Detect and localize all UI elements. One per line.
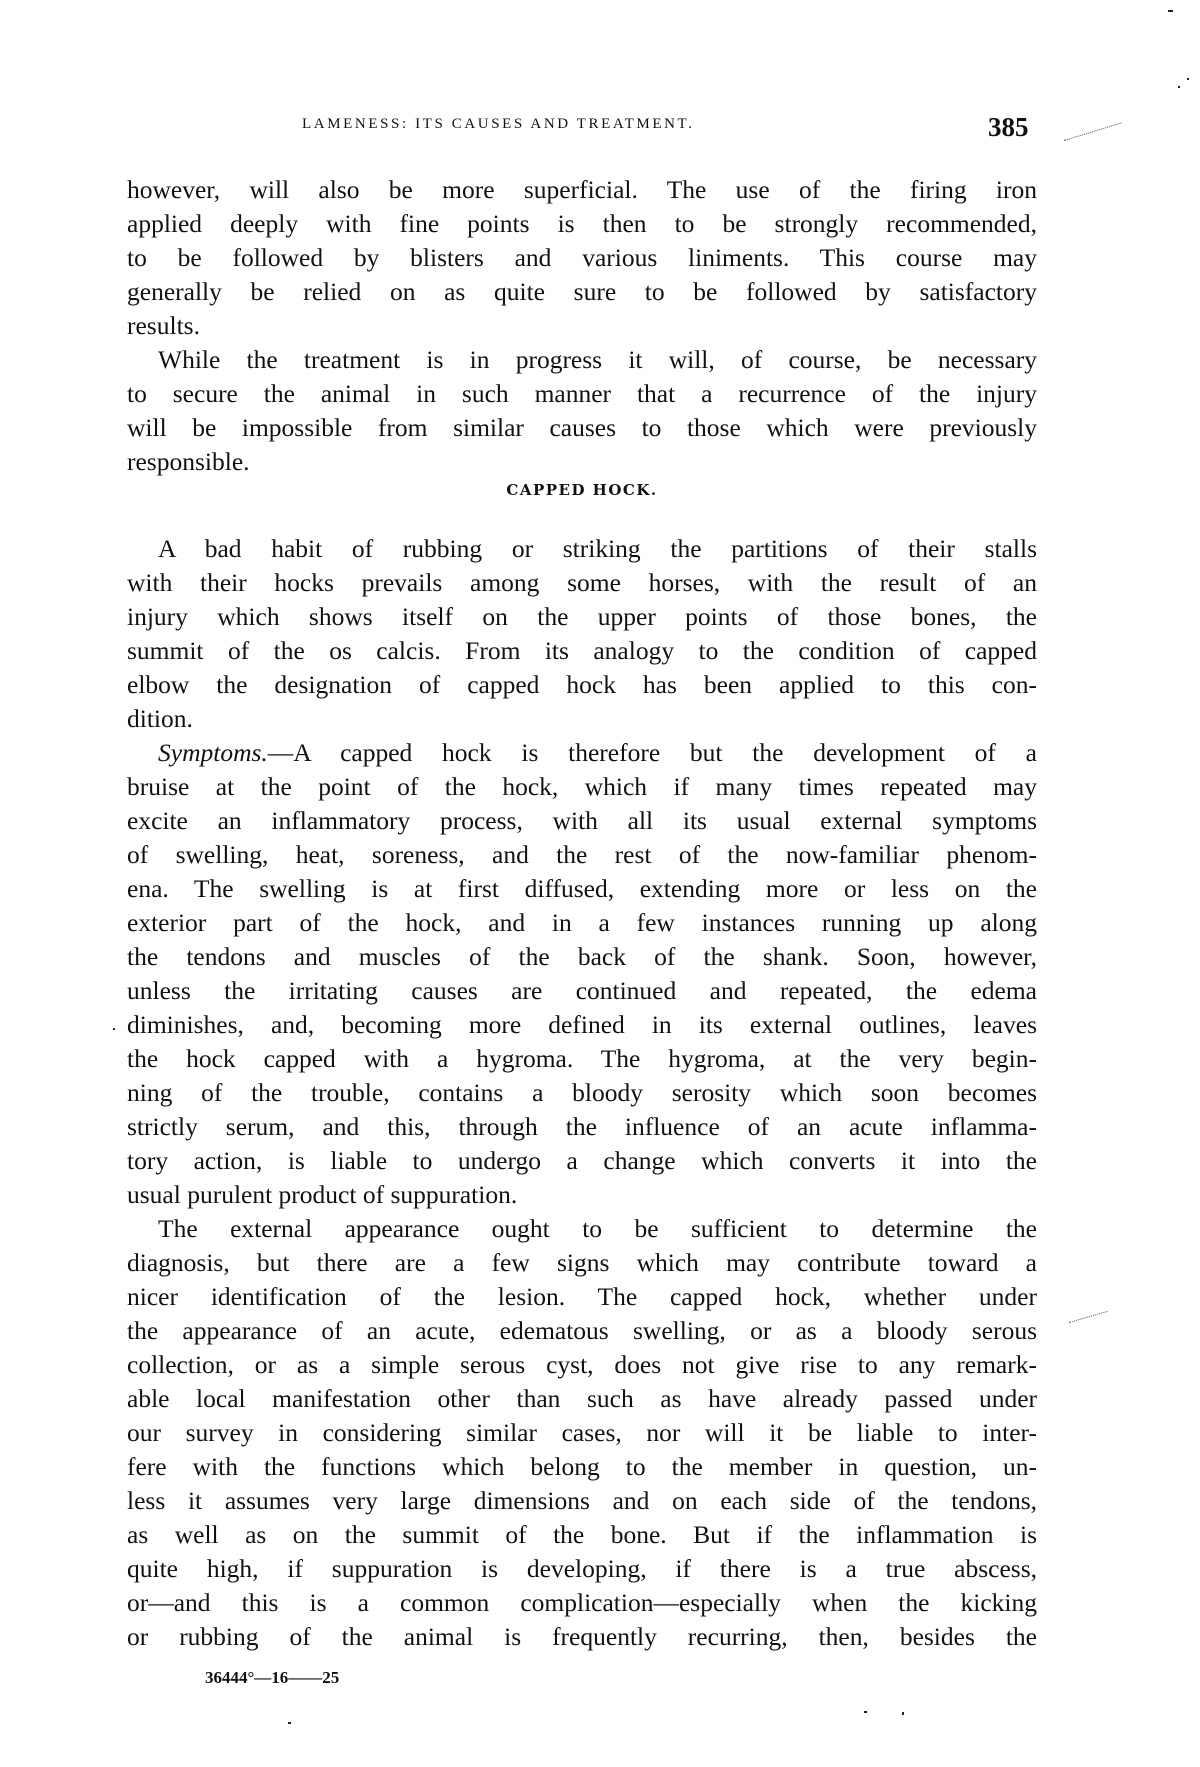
scan-artifact [288,1722,291,1724]
text-line: responsible. [127,447,250,476]
text-line: to secure the animal in such manner that a recurrence of the injury [127,379,1037,408]
text-line: to be followed by blisters and various liniments. This course may [127,243,1037,272]
text-line: summit of the os calcis. From its analogy to the condition of capped [127,636,1037,665]
text-line: generally be relied on as quite sure to be followed by satisfactory [127,277,1037,306]
scan-artifact [864,1711,867,1713]
section-heading: CAPPED HOCK. [506,481,658,499]
text-line: as well as on the summit of the bone. But if the inflammation is [127,1520,1037,1549]
text-line: collection, or as a simple serous cyst, does not give rise to any remark- [127,1350,1037,1379]
text-line: elbow the designation of capped hock has been applied to this con- [127,670,1037,699]
text-line: fere with the functions which belong to the member in question, un- [127,1452,1037,1481]
text-line: quite high, if suppuration is developing, if there is a true abscess, [127,1554,1037,1583]
symptoms-label: Symptoms. [158,738,268,767]
scan-artifact [1168,10,1173,12]
text-line: diminishes, and, becoming more defined in its external outlines, leaves [127,1010,1037,1039]
text-line: The external appearance ought to be sufficient to determine the [158,1214,1037,1243]
text-line: strictly serum, and this, through the influence of an acute inflamma- [127,1112,1037,1141]
text-line: the tendons and muscles of the back of the shank. Soon, however, [127,942,1037,971]
text-line: the appearance of an acute, edematous swelling, or as a bloody serous [127,1316,1037,1345]
text-line: or rubbing of the animal is frequently recurring, then, besides the [127,1622,1037,1651]
text-line: exterior part of the hock, and in a few instances running up along [127,908,1037,937]
scan-artifact [113,1028,115,1030]
text-line: usual purulent product of suppuration. [127,1180,518,1209]
text-span: —A capped hock is therefore but the development of a [267,738,1037,767]
text-line: ning of the trouble, contains a bloody serosity which soon becomes [127,1078,1037,1107]
text-line: unless the irritating causes are continued and repeated, the edema [127,976,1037,1005]
scan-artifact [1178,86,1180,88]
text-line [158,736,1037,770]
text-line: of swelling, heat, soreness, and the rest of the now-familiar phenom- [127,840,1037,869]
text-line: excite an inflammatory process, with all its usual external symptoms [127,806,1037,835]
text-line: the hock capped with a hygroma. The hygroma, at the very begin- [127,1044,1037,1073]
scan-artifact [902,1712,904,1715]
text-line: less it assumes very large dimensions and on each side of the tendons, [127,1486,1037,1515]
text-line: While the treatment is in progress it will, of course, be necessary [158,345,1037,374]
running-head: LAMENESS: ITS CAUSES AND TREATMENT. [302,116,695,132]
page-number: 385 [988,112,1029,142]
text-line: results. [127,311,200,340]
text-line: able local manifestation other than such as have already passed under [127,1384,1037,1413]
text-line: bruise at the point of the hock, which if many times repeated may [127,772,1037,801]
text-line: ena. The swelling is at first diffused, extending more or less on the [127,874,1037,903]
text-line: will be impossible from similar causes to those which were previously [127,413,1037,442]
text-line: tory action, is liable to undergo a change which converts it into the [127,1146,1037,1175]
text-line: diagnosis, but there are a few signs which may contribute toward a [127,1248,1037,1277]
scan-artifact [1187,78,1189,80]
text-line: nicer identification of the lesion. The capped hock, whether under [127,1282,1037,1311]
text-line: applied deeply with fine points is then to be strongly recommended, [127,209,1037,238]
text-line: or—and this is a common complication—especially when the kicking [127,1588,1037,1617]
text-line: A bad habit of rubbing or striking the partitions of their stalls [158,534,1037,563]
text-line: however, will also be more superficial. The use of the firing iron [127,175,1037,204]
text-line: dition. [127,704,193,733]
text-line: our survey in considering similar cases, nor will it be liable to inter- [127,1418,1037,1447]
text-line: with their hocks prevails among some horses, with the result of an [127,568,1037,597]
text-line: injury which shows itself on the upper points of those bones, the [127,602,1037,631]
scan-artifact [1069,1311,1108,1323]
scan-artifact [1064,122,1122,140]
printer-signature: 36444°—16——25 [205,1668,340,1687]
